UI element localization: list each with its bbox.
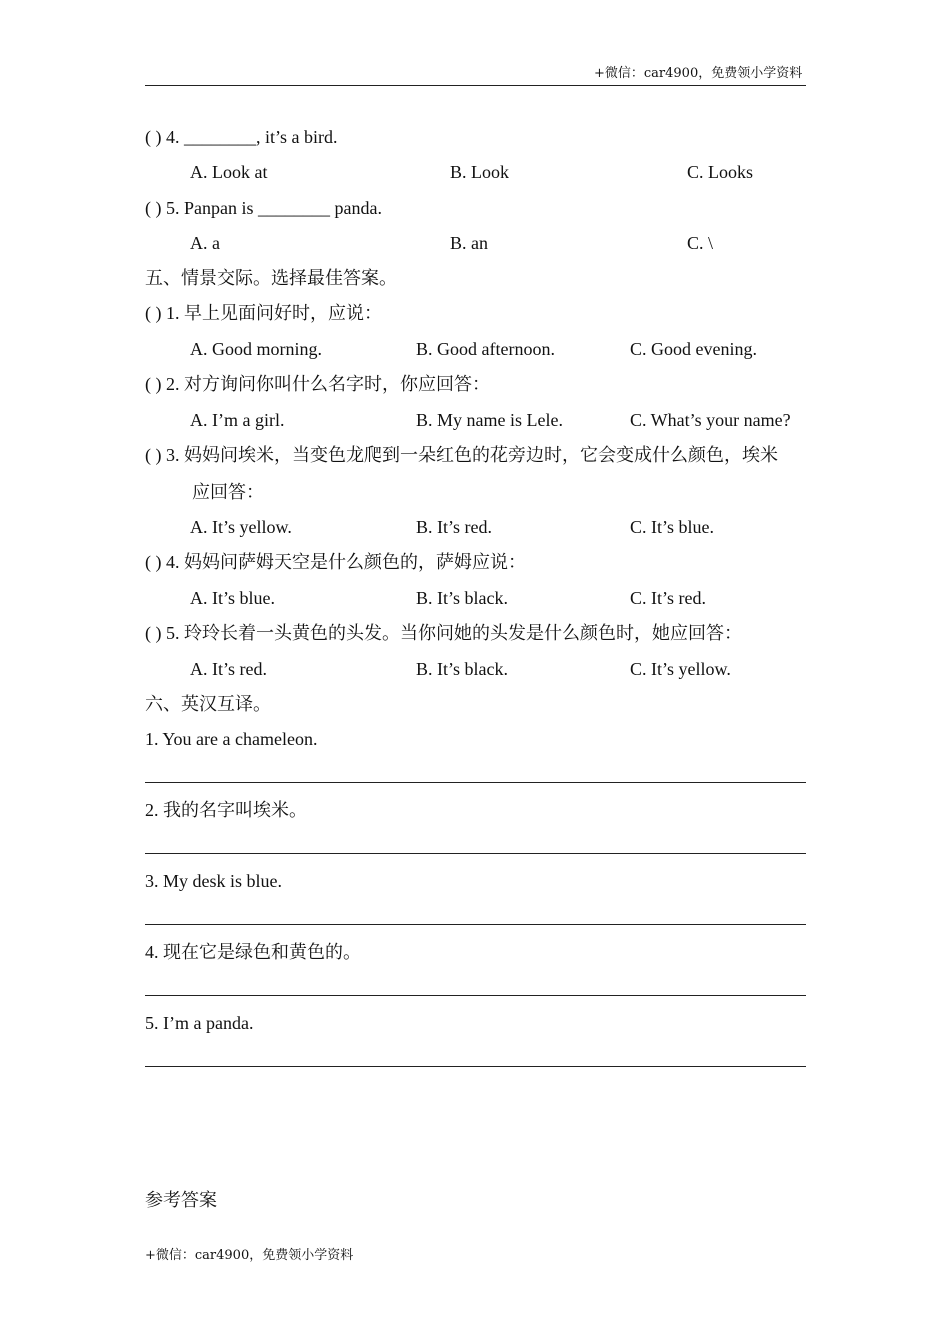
- section-title: 六、英汉互译。: [145, 694, 271, 714]
- option-a: A. It’s blue.: [190, 588, 275, 608]
- question-stem: ( ) 4. 妈妈问萨姆天空是什么颜色的，萨姆应说：: [145, 552, 526, 572]
- option-c: C. It’s yellow.: [630, 659, 731, 679]
- answer-line[interactable]: [145, 853, 806, 854]
- answer-line[interactable]: [145, 1066, 806, 1067]
- section-title: 五、情景交际。选择最佳答案。: [145, 268, 397, 288]
- translation-item: 2. 我的名字叫埃米。: [145, 800, 307, 820]
- header-watermark: +微信：car4900，免费领小学资料: [594, 66, 803, 81]
- option-b: B. It’s red.: [416, 517, 492, 537]
- answer-line[interactable]: [145, 995, 806, 996]
- option-a: A. a: [190, 233, 220, 253]
- answers-title: 参考答案: [145, 1190, 217, 1210]
- footer-watermark: +微信：car4900，免费领小学资料: [145, 1248, 354, 1263]
- option-a: A. Look at: [190, 162, 268, 182]
- option-a: A. I’m a girl.: [190, 410, 285, 430]
- option-a: A. It’s red.: [190, 659, 267, 679]
- answer-line[interactable]: [145, 782, 806, 783]
- question-stem: ( ) 2. 对方询问你叫什么名字时，你应回答：: [145, 374, 490, 394]
- question-stem: ( ) 5. 玲玲长着一头黄色的头发。当你问她的头发是什么颜色时，她应回答：: [145, 623, 742, 643]
- option-c: C. \: [687, 233, 714, 253]
- question-stem: ( ) 4. ________, it’s a bird.: [145, 127, 338, 147]
- translation-item: 4. 现在它是绿色和黄色的。: [145, 942, 361, 962]
- option-c: C. Good evening.: [630, 339, 757, 359]
- option-c: C. What’s your name?: [630, 410, 791, 430]
- translation-item: 3. My desk is blue.: [145, 871, 282, 891]
- header-rule: [145, 85, 806, 86]
- option-b: B. an: [450, 233, 488, 253]
- question-stem-continued: 应回答：: [192, 482, 264, 502]
- option-c: C. It’s red.: [630, 588, 706, 608]
- question-stem: ( ) 1. 早上见面问好时，应说：: [145, 303, 382, 323]
- question-stem: ( ) 3. 妈妈问埃米，当变色龙爬到一朵红色的花旁边时，它会变成什么颜色，埃米: [145, 445, 778, 465]
- translation-item: 5. I’m a panda.: [145, 1013, 254, 1033]
- option-b: B. It’s black.: [416, 659, 508, 679]
- option-c: C. Looks: [687, 162, 754, 182]
- option-b: B. It’s black.: [416, 588, 508, 608]
- option-a: A. Good morning.: [190, 339, 322, 359]
- option-b: B. Good afternoon.: [416, 339, 555, 359]
- question-stem: ( ) 5. Panpan is ________ panda.: [145, 198, 382, 218]
- option-a: A. It’s yellow.: [190, 517, 292, 537]
- answer-line[interactable]: [145, 924, 806, 925]
- option-b: B. Look: [450, 162, 510, 182]
- option-c: C. It’s blue.: [630, 517, 714, 537]
- option-b: B. My name is Lele.: [416, 410, 563, 430]
- translation-item: 1. You are a chameleon.: [145, 729, 318, 749]
